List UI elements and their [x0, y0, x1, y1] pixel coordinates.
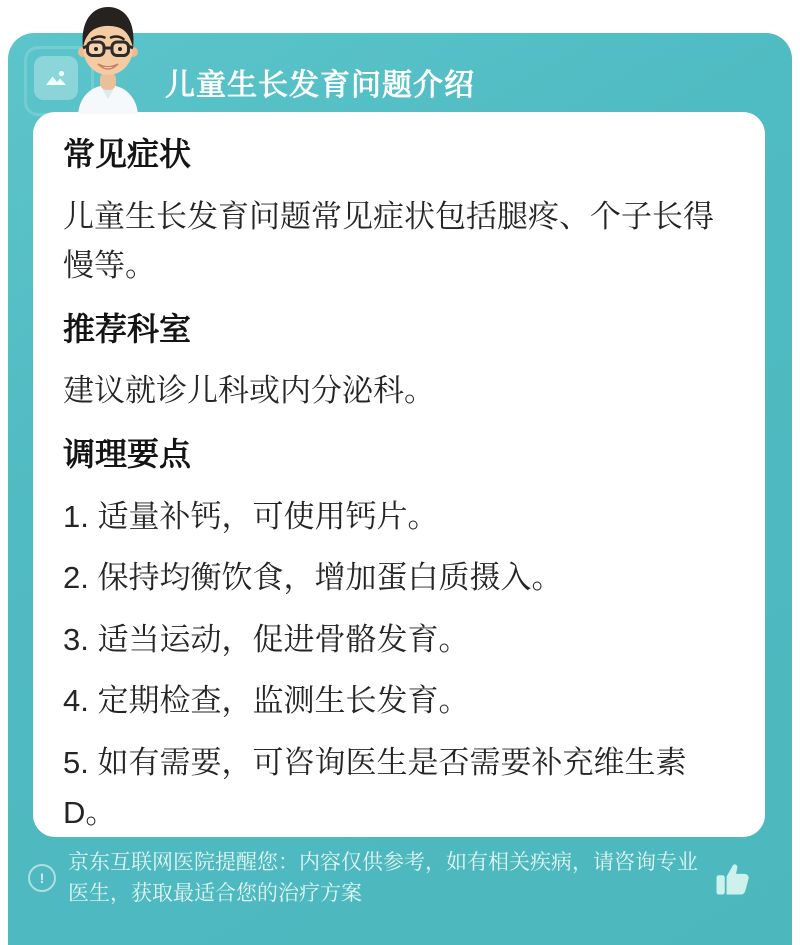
info-icon: !: [28, 864, 56, 892]
image-icon: [34, 56, 78, 100]
article-card: [33, 112, 765, 837]
content-panel: [8, 33, 792, 945]
disclaimer-text: 京东互联网医院提醒您：内容仅供参考，如有相关疾病，请咨询专业医生，获取最适合您的治疗方案: [68, 850, 698, 905]
thumbs-up-glyph: [711, 856, 755, 900]
list-item-3: 3. 适当运动，促进骨骼发育。: [63, 621, 470, 657]
footer-disclaimer-bar: [8, 827, 792, 945]
list-item-2: 2. 保持均衡饮食，增加蛋白质摄入。: [63, 560, 563, 596]
section-body-department: 建议就诊儿科或内分泌科。: [63, 373, 435, 409]
section-body-symptoms: 儿童生长发育问题常见症状包括腿疼、个子长得慢等。: [63, 198, 714, 284]
section-heading-department: 推荐科室: [63, 310, 192, 347]
image-icon-glyph: [42, 64, 70, 92]
thumbs-up-icon[interactable]: [710, 855, 756, 901]
list-item-4: 4. 定期检查，监测生长发育。: [63, 683, 470, 719]
section-heading-tips: 调理要点: [63, 435, 192, 472]
section-heading-symptoms: 常见症状: [63, 136, 192, 172]
page-title: 儿童生长发育问题介绍: [165, 69, 475, 102]
list-item-5: 5. 如有需要，可咨询医生是否需要补充维生素D。: [63, 744, 687, 830]
list-item-1: 1. 适量补钙，可使用钙片。: [63, 498, 439, 534]
